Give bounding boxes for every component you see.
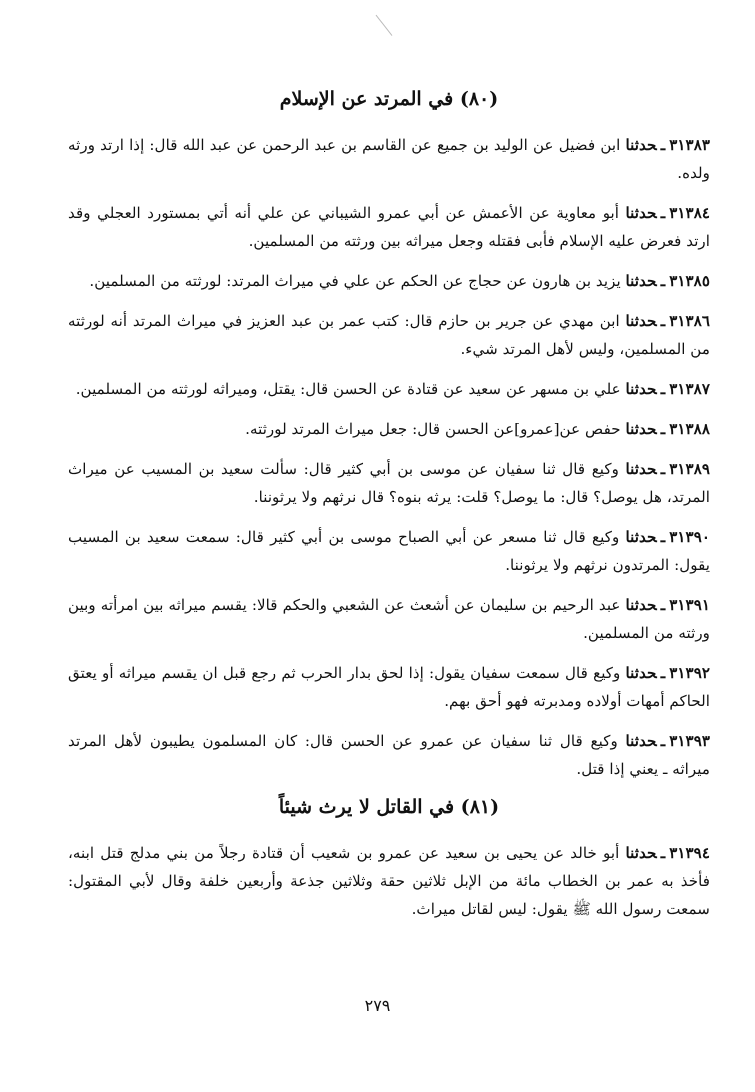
hadith-entry: ٣١٣٩١ـحدثنا عبد الرحيم بن سليمان عن أشعث عن الشعبي والحكم قالا: يقسم ميراثه بين امرأته وبين ورثته من المسلمين. (68, 596, 711, 642)
entry-number: ٣١٣٩٤ (669, 844, 710, 862)
entry-number: ٣١٣٨٤ (669, 204, 711, 222)
entry-number: ٣١٣٩٠ (669, 528, 711, 546)
entry-text: حفص عن[عمرو]عن الحسن قال: جعل ميراث المرتد لورثته. (245, 420, 621, 438)
hadith-entry: ٣١٣٩٤ـحدثنا أبو خالد عن يحيى بن سعيد عن عمرو بن شعيب أن قتادة رجلاً من بني مدلج قتل ابنه، فأخذ به عمر بن الخطاب مائة من الإبل ثلاثين حقة وثلاثين جذعة وأربعين خلفة وقال لأبي المقتول: سمعت رسول الله ﷺ يقول: ليس لقاتل ميراث. (68, 844, 710, 918)
page-number: ٢٧٩ (364, 996, 391, 1015)
entry-text: وكيع قال ثنا مسعر عن أبي الصباح موسى بن أبي كثير قال: سمعت سعيد بن المسيب يقول: المرتدون نرثهم ولا يرثوننا. (68, 528, 710, 574)
hadith-entry: ٣١٣٨٦ـحدثنا ابن مهدي عن جرير بن حازم قال: كتب عمر بن عبد العزيز في ميراث المرتد أنه لورثته من المسلمين، وليس لأهل المرتد شيء. (68, 312, 711, 358)
entry-isnad: حدثنا (625, 272, 657, 290)
entry-number: ٣١٣٨٣ (669, 136, 711, 154)
hadith-entry: ٣١٣٨٩ـحدثنا وكيع قال ثنا سفيان عن موسى بن أبي كثير قال: سألت سعيد بن المسيب عن ميراث المرتد، هل يوصل؟ قال: ما يوصل؟ قلت: يرثه بنوه؟ قال نرثهم ولا يرثوننا. (68, 460, 711, 506)
entry-text: عبد الرحيم بن سليمان عن أشعث عن الشعبي والحكم قالا: يقسم ميراثه بين امرأته وبين ورثته من المسلمين. (68, 596, 710, 642)
hadith-entry: ٣١٣٨٥ـحدثنا يزيد بن هارون عن حجاج عن الحكم عن علي في ميراث المرتد: لورثته من المسلمين. (89, 272, 710, 290)
entry-number: ٣١٣٩٢ (669, 664, 711, 682)
entry-isnad: حدثنا (625, 596, 657, 614)
entry-text: وكيع قال ثنا سفيان عن عمرو عن الحسن قال: كان المسلمون يطيبون لأهل المرتد ميراثه ـ يعني إذا قتل. (68, 732, 710, 778)
entry-number: ٣١٣٩٣ (669, 732, 711, 750)
entry-text: أبو معاوية عن الأعمش عن أبي عمرو الشيباني عن علي أنه أتي بمستورد العجلي وقد ارتد فعرض عليه الإسلام فأبى فقتله وجعل ميراثه بين ورثته من المسلمين. (68, 204, 710, 250)
hadith-entry: ٣١٣٩٢ـحدثنا وكيع قال سمعت سفيان يقول: إذا لحق بدار الحرب ثم رجع قبل ان يقسم ميراثه أو يعتق الحاكم أمهات أولاده ومدبرته فهو أحق بهم. (68, 664, 711, 710)
entry-isnad: حدثنا (625, 420, 657, 438)
entry-number: ٣١٣٨٦ (669, 312, 711, 330)
entry-isnad: حدثنا (625, 732, 657, 750)
entry-isnad: حدثنا (625, 844, 657, 862)
entry-number: ٣١٣٨٩ (669, 460, 711, 478)
hadith-entry: ٣١٣٩٠ـحدثنا وكيع قال ثنا مسعر عن أبي الصباح موسى بن أبي كثير قال: سمعت سعيد بن المسيب يقول: المرتدون نرثهم ولا يرثوننا. (68, 528, 711, 574)
hadith-entry: ٣١٣٨٣ـحدثنا ابن فضيل عن الوليد بن جميع عن القاسم بن عبد الرحمن عن عبد الله قال: إذا ارتد ورثه ولده. (68, 136, 711, 182)
entry-isnad: حدثنا (625, 460, 657, 478)
entry-text: ابن مهدي عن جرير بن حازم قال: كتب عمر بن عبد العزيز في ميراث المرتد أنه لورثته من المسلمين، وليس لأهل المرتد شيء. (68, 312, 710, 358)
hadith-entry: ٣١٣٨٨ـحدثنا حفص عن[عمرو]عن الحسن قال: جعل ميراث المرتد لورثته. (245, 420, 710, 438)
entry-isnad: حدثنا (625, 380, 657, 398)
entry-text: وكيع قال ثنا سفيان عن موسى بن أبي كثير قال: سألت سعيد بن المسيب عن ميراث المرتد، هل يوصل؟ قال: ما يوصل؟ قلت: يرثه بنوه؟ قال نرثهم ولا يرثوننا. (68, 460, 710, 506)
section-heading: (٨١) في القاتل لا يرث شيئاً (278, 796, 500, 818)
entry-text: علي بن مسهر عن سعيد عن قتادة عن الحسن قال: يقتل، وميراثه لورثته من المسلمين. (75, 380, 621, 398)
entry-number: ٣١٣٨٨ (669, 420, 710, 438)
entry-text: يزيد بن هارون عن حجاج عن الحكم عن علي في ميراث المرتد: لورثته من المسلمين. (89, 272, 621, 290)
hadith-entry: ٣١٣٨٤ـحدثنا أبو معاوية عن الأعمش عن أبي عمرو الشيباني عن علي أنه أتي بمستورد العجلي وقد ارتد فعرض عليه الإسلام فأبى فقتله وجعل ميراثه بين ورثته من المسلمين. (68, 204, 711, 250)
entry-isnad: حدثنا (625, 136, 657, 154)
scan-mark (376, 6, 404, 36)
entry-text: أبو خالد عن يحيى بن سعيد عن عمرو بن شعيب أن قتادة رجلاً من بني مدلج قتل ابنه، فأخذ به عمر بن الخطاب مائة من الإبل ثلاثين حقة وثلاثين جذعة وأربعين خلفة وقال لأبي المقتول: سمعت رسول الله ﷺ يقول: ليس لقاتل ميراث. (68, 844, 710, 918)
section-heading: (٨٠) في المرتد عن الإسلام (279, 88, 499, 110)
entry-number: ٣١٣٨٥ (669, 272, 710, 290)
entry-isnad: حدثنا (625, 312, 657, 330)
entry-isnad: حدثنا (625, 664, 657, 682)
entry-isnad: حدثنا (625, 528, 657, 546)
hadith-entry: ٣١٣٩٣ـحدثنا وكيع قال ثنا سفيان عن عمرو عن الحسن قال: كان المسلمون يطيبون لأهل المرتد ميراثه ـ يعني إذا قتل. (68, 732, 711, 778)
entry-text: وكيع قال سمعت سفيان يقول: إذا لحق بدار الحرب ثم رجع قبل ان يقسم ميراثه أو يعتق الحاكم أمهات أولاده ومدبرته فهو أحق بهم. (68, 664, 710, 710)
entry-isnad: حدثنا (625, 204, 657, 222)
page-content (68, 78, 710, 932)
entry-number: ٣١٣٩١ (669, 596, 711, 614)
hadith-entry: ٣١٣٨٧ـحدثنا علي بن مسهر عن سعيد عن قتادة عن الحسن قال: يقتل، وميراثه لورثته من المسلمين. (75, 380, 710, 398)
entry-number: ٣١٣٨٧ (669, 380, 710, 398)
entry-text: ابن فضيل عن الوليد بن جميع عن القاسم بن عبد الرحمن عن عبد الله قال: إذا ارتد ورثه ولده. (68, 136, 710, 182)
